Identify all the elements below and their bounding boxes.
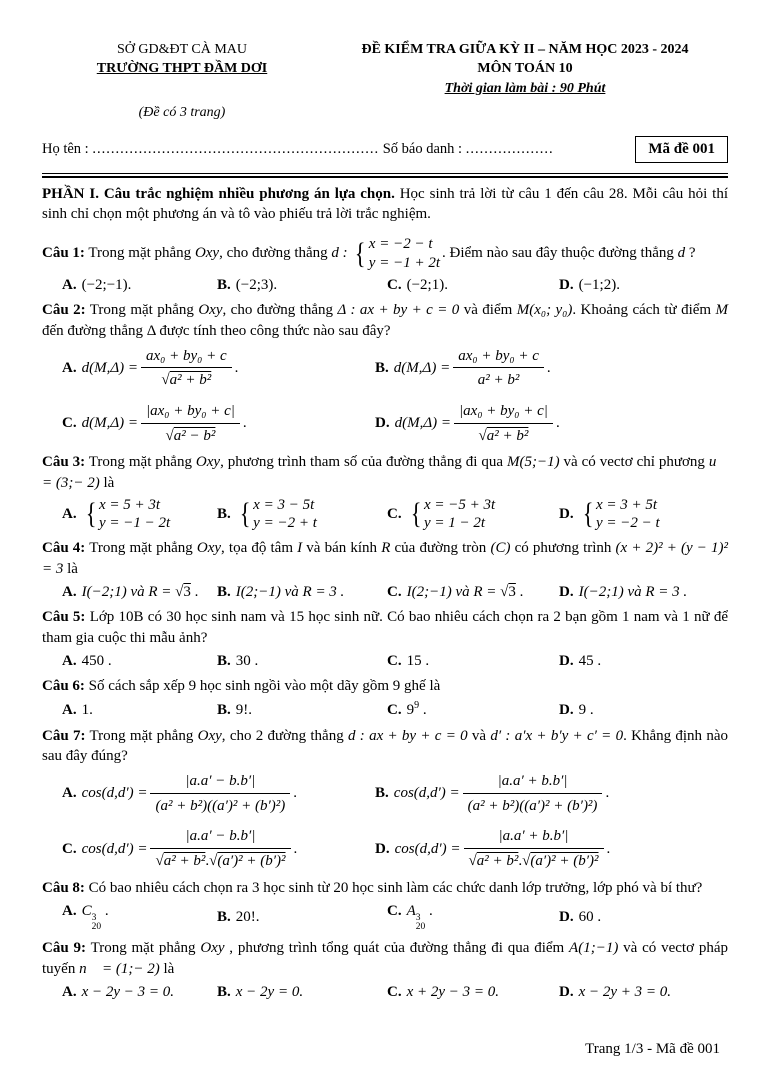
stem-text: . Khẳng định nào sau đây đúng? <box>42 727 728 765</box>
arrangement-base: A <box>406 902 416 919</box>
parametric-system <box>353 235 440 273</box>
equation-line: x = 3 − 5t <box>253 496 315 513</box>
formula-end: . <box>606 840 611 857</box>
option-label: A. <box>62 652 77 669</box>
option-d <box>559 700 728 721</box>
exam-code-box: Mã đề 001 <box>635 136 728 163</box>
question-4 <box>42 538 728 602</box>
question-4-options <box>42 582 728 603</box>
power-exponent: 9 <box>414 700 420 711</box>
math-var: d <box>677 245 686 262</box>
question-number: Câu 9: <box>42 940 86 957</box>
stem-text: Trong mặt phẳng <box>90 940 201 957</box>
page-footer: Trang 1/3 - Mã đề 001 <box>585 1041 720 1058</box>
equation-line: x = −2 − t <box>368 236 433 252</box>
option-label: B. <box>217 505 231 522</box>
math-var: Oxy <box>196 540 222 557</box>
option-label: D. <box>559 583 574 600</box>
formula-end: . <box>234 359 239 376</box>
equation-line: y = −1 + 2t <box>368 254 440 271</box>
stem-text: là <box>159 961 175 978</box>
option-label: C. <box>387 276 402 293</box>
option-label: C. <box>387 652 402 669</box>
radicand: a² + b² <box>163 853 206 870</box>
denominator: a² + b² <box>453 367 544 391</box>
option-d <box>559 982 728 1003</box>
question-1 <box>42 235 728 295</box>
formula-end: . <box>555 415 560 432</box>
question-9-stem <box>42 938 728 979</box>
option-c <box>387 496 559 534</box>
stem-text: , cho đường thẳng <box>222 302 338 319</box>
power-base: 9 <box>406 702 415 718</box>
fraction <box>453 346 544 391</box>
vector-expr: u⃗ = (3;− 2) <box>42 454 729 491</box>
option-text: (−2;3). <box>235 276 278 293</box>
combination-base: C <box>81 902 92 919</box>
numerator: ax₀ + by₀ + c <box>458 347 539 364</box>
question-1-stem <box>42 235 728 273</box>
option-end: . <box>515 583 524 600</box>
option-text: 450 . <box>81 652 112 669</box>
option-text: (−1;2). <box>578 276 620 293</box>
option-label: C. <box>387 583 402 600</box>
sqrt-icon: √ <box>175 583 184 600</box>
math-var: Oxy <box>194 245 220 262</box>
option-b <box>217 700 387 721</box>
sqrt-icon: √ <box>155 853 164 870</box>
stem-text: . Khoảng cách từ điểm <box>572 302 716 319</box>
parametric-system <box>581 496 660 534</box>
denominator: (a² + b²)((a′)² + (b′)²) <box>150 793 290 817</box>
stem-text: của đường tròn <box>390 540 491 557</box>
part1-heading: PHẦN I. Câu trắc nghiệm nhiều phương án lựa chọn. <box>42 185 395 202</box>
denominator <box>464 848 604 872</box>
stem-text: Trong mặt phẳng <box>88 245 195 262</box>
sqrt-icon: √ <box>478 427 487 444</box>
radicand: a² + b² <box>486 427 529 444</box>
formula-prefix: d(M,Δ) = <box>81 359 139 376</box>
radicand: 3 <box>508 583 516 600</box>
question-3-stem <box>42 452 728 493</box>
option-text: x − 2y + 3 = 0. <box>578 983 672 1000</box>
math-expr: (C) <box>490 540 511 557</box>
option-text: I(−2;1) và R = 3 . <box>578 583 688 600</box>
equation-line: x = 5 + 3t <box>99 496 161 513</box>
candidate-number-label: Số báo danh : <box>382 141 463 158</box>
option-c <box>387 651 559 672</box>
option-label: D. <box>559 505 574 522</box>
question-number: Câu 5: <box>42 609 86 626</box>
option-text: 20!. <box>235 908 260 925</box>
numerator: |ax₀ + by₀ + c| <box>459 402 548 419</box>
option-label: A. <box>62 505 77 522</box>
option-b <box>217 982 387 1003</box>
math-var: Δ <box>146 322 156 339</box>
sup-sub-stack <box>416 914 426 934</box>
option-label: A. <box>62 583 77 600</box>
sqrt-icon: √ <box>468 853 477 870</box>
equation-line: y = −2 − t <box>596 515 660 532</box>
option-label: A. <box>62 359 77 376</box>
option-text: 9 . <box>578 701 594 718</box>
question-6-options <box>42 699 728 721</box>
option-label: B. <box>375 359 389 376</box>
stem-text: và <box>467 727 491 744</box>
stem-text: là <box>99 475 115 491</box>
numerator: |a.a′ − b.b′| <box>185 773 256 790</box>
fraction <box>150 826 290 871</box>
question-8-options <box>42 901 728 934</box>
formula-end: . <box>242 415 247 432</box>
stem-text: , cho 2 đường thẳng <box>221 727 348 744</box>
question-3 <box>42 452 728 533</box>
formula-prefix: d(M,Δ) = <box>393 359 451 376</box>
option-label: A. <box>62 276 77 293</box>
option-b <box>375 345 728 392</box>
option-a <box>62 901 217 934</box>
question-number: Câu 6: <box>42 678 85 695</box>
formula-prefix: cos(d,d′) = <box>394 840 461 857</box>
question-5-stem <box>42 607 728 648</box>
math-var: M <box>715 302 728 319</box>
stem-text: Lớp 10B có 30 học sinh nam và 15 học sinh nữ. Có bao nhiêu cách chọn ra 2 bạn gồm 1 nam và 1 nữ để tham gia cuộc thi mẫu ảnh? <box>42 609 729 646</box>
math-expr: M(5;−1) <box>506 454 560 471</box>
stem-text: và có vectơ pháp tuyến <box>42 940 729 978</box>
option-a <box>62 982 217 1003</box>
option-b <box>217 582 387 603</box>
equation-line: y = −1 − 2t <box>99 515 171 532</box>
question-9 <box>42 938 728 1002</box>
math-var: Oxy <box>197 727 222 744</box>
formula-end: . <box>293 785 297 802</box>
stem-text: Trong mặt phẳng <box>88 454 196 471</box>
option-label: C. <box>387 983 402 1000</box>
math-expr: A(1;−1) <box>569 940 619 957</box>
stem-text: , tọa độ tâm <box>221 540 298 557</box>
exam-subject: MÔN TOÁN 10 <box>477 61 573 77</box>
option-c <box>387 982 559 1003</box>
stem-text: ? <box>685 245 696 262</box>
denominator: (a² + b²)((a′)² + (b′)²) <box>463 793 603 817</box>
stem-text: là <box>63 560 78 577</box>
header-right-block <box>322 40 728 122</box>
option-label: D. <box>559 701 574 718</box>
part1-instructions: Học sinh trả lời từ câu 1 đến câu 28. Mỗi câu hỏi thí sinh chỉ chọn một phương án và tô vào phiếu trả lời trắc nghiệm. <box>42 185 728 223</box>
multiply-dot: . <box>205 853 210 870</box>
option-label: C. <box>62 840 77 857</box>
radicand: (a′)² + (b′)² <box>530 853 599 870</box>
stem-text: Số cách sắp xếp 9 học sinh ngồi vào một dãy gồm 9 ghế là <box>88 678 441 695</box>
subscript: 20 <box>91 922 102 933</box>
option-a <box>62 496 217 534</box>
question-number: Câu 4: <box>42 540 86 557</box>
question-7-options <box>42 770 728 873</box>
option-text: x − 2y = 0. <box>235 983 304 1000</box>
radicand: a² − b² <box>173 427 216 444</box>
question-2 <box>42 300 728 447</box>
math-expr: d : ax + by + c = 0 <box>348 727 468 744</box>
sup-sub-stack <box>92 914 102 934</box>
part1-intro <box>42 184 728 225</box>
option-end: . <box>190 583 199 600</box>
formula-end: . <box>546 359 551 376</box>
option-a <box>62 651 217 672</box>
sqrt-icon: √ <box>165 427 174 444</box>
subscript: 20 <box>415 922 426 933</box>
option-d <box>375 825 728 872</box>
stem-text: Trong mặt phẳng <box>89 727 198 744</box>
option-c <box>62 825 375 872</box>
fraction <box>150 771 290 816</box>
option-text: 9!. <box>235 701 253 718</box>
option-text: 15 . <box>406 652 430 669</box>
parametric-system <box>84 496 171 534</box>
vector-expr: n⃗ = (1;− 2) <box>79 961 160 978</box>
question-4-stem <box>42 538 728 579</box>
option-label: B. <box>217 908 231 925</box>
name-label: Họ tên : <box>42 141 89 158</box>
option-b <box>217 275 387 296</box>
question-number: Câu 2: <box>42 302 86 319</box>
option-text: (−2;−1). <box>81 276 132 293</box>
parametric-system <box>238 496 317 534</box>
denominator <box>141 423 240 447</box>
option-a <box>62 700 217 721</box>
question-number: Câu 3: <box>42 454 86 471</box>
option-label: D. <box>559 983 574 1000</box>
option-text: x − 2y − 3 = 0. <box>81 983 175 1000</box>
question-3-options <box>42 496 728 534</box>
numerator: |ax₀ + by₀ + c| <box>146 402 235 419</box>
exam-duration: Thời gian làm bài : 90 Phút <box>444 80 606 96</box>
formula-prefix: cos(d,d′) = <box>393 785 460 802</box>
option-d <box>559 275 728 296</box>
fraction <box>141 401 240 446</box>
option-label: B. <box>217 983 231 1000</box>
option-label: B. <box>375 785 389 802</box>
option-label: B. <box>217 652 231 669</box>
sqrt-icon: √ <box>161 372 170 389</box>
option-text: (−2;1). <box>406 276 448 293</box>
radicand: a² + b² <box>169 372 212 389</box>
fraction <box>464 826 604 871</box>
option-end: . <box>419 702 427 718</box>
formula-prefix: cos(d,d′) = <box>81 840 148 857</box>
option-d <box>559 651 728 672</box>
stem-text: Trong mặt phẳng <box>89 540 197 557</box>
math-var: I <box>297 540 303 557</box>
option-label: D. <box>559 908 574 925</box>
stem-text: Trong mặt phẳng <box>89 302 199 319</box>
equation-line: y = 1 − 2t <box>424 515 486 532</box>
numerator: |a.a′ − b.b′| <box>185 828 256 845</box>
radicand: a² + b² <box>476 853 519 870</box>
denominator <box>150 848 290 872</box>
radicand: 3 <box>183 583 191 600</box>
option-label: A. <box>62 701 77 718</box>
numerator: |a.a′ + b.b′| <box>497 773 568 790</box>
denominator <box>141 367 232 391</box>
option-a <box>62 345 375 392</box>
question-5-options <box>42 651 728 672</box>
question-number: Câu 1: <box>42 245 85 262</box>
formula-prefix: d(M,Δ) = <box>81 415 139 432</box>
math-var: Oxy <box>195 454 221 471</box>
math-var: Oxy <box>200 940 225 957</box>
question-7 <box>42 726 728 873</box>
option-label: C. <box>387 702 402 718</box>
option-label: D. <box>559 652 574 669</box>
option-text: I(2;−1) và R = <box>406 583 501 600</box>
option-d <box>559 907 728 928</box>
header-left-block <box>42 40 322 122</box>
question-8 <box>42 878 728 934</box>
option-c <box>387 901 559 934</box>
question-2-options <box>42 345 728 448</box>
stem-text: đến đường thẳng <box>42 322 147 339</box>
sqrt-icon: √ <box>209 853 218 870</box>
question-number: Câu 7: <box>42 727 86 744</box>
option-d <box>559 582 728 603</box>
math-var: Oxy <box>198 302 223 319</box>
option-text: 30 . <box>235 652 259 669</box>
question-2-stem <box>42 300 728 341</box>
math-expr: M(x₀; y₀) <box>516 302 573 319</box>
question-8-stem <box>42 878 728 899</box>
left-brace-symbol: { <box>355 236 366 270</box>
school-name: TRƯỜNG THPT ĐẦM DƠI <box>96 61 268 77</box>
fraction <box>463 771 603 816</box>
equation-line: x = 3 + 5t <box>596 496 658 513</box>
candidate-info-row <box>42 136 728 163</box>
option-text: 45 . <box>578 652 602 669</box>
stem-text: và bán kính <box>302 540 382 557</box>
stem-text: Có bao nhiêu cách chọn ra 3 học sinh từ 20 học sinh làm các chức danh lớp trưởng, lớp phó và bí thư? <box>88 879 703 896</box>
pages-note: (Đề có 3 trang) <box>138 104 226 120</box>
option-c <box>387 582 559 603</box>
option-text: 1. <box>81 701 93 718</box>
option-b <box>217 496 387 534</box>
formula-prefix: d(M,Δ) = <box>394 415 452 432</box>
stem-text: và có vectơ chỉ phương <box>559 454 709 471</box>
option-label: D. <box>559 276 574 293</box>
stem-text: , phương trình tham số của đường thẳng đi qua <box>220 454 507 471</box>
option-label: D. <box>375 840 390 857</box>
question-number: Câu 8: <box>42 879 85 896</box>
option-label: C. <box>62 415 77 432</box>
option-label: B. <box>217 583 231 600</box>
option-d <box>375 400 728 447</box>
option-d <box>559 496 728 534</box>
option-end: . <box>101 902 109 919</box>
name-blank-line: .............................................................. <box>92 141 380 158</box>
option-c <box>387 699 559 721</box>
candidate-number-blank: ................... <box>465 141 554 158</box>
option-end: . <box>425 902 433 919</box>
question-9-options <box>42 982 728 1003</box>
option-label: C. <box>387 902 402 919</box>
superscript: 3 <box>91 912 97 923</box>
option-text: I(−2;1) và R = <box>81 583 176 600</box>
stem-text: và điểm <box>459 302 517 319</box>
stem-text: . Điểm nào sau đây thuộc đường thẳng <box>442 245 678 262</box>
math-expr: Δ : ax + by + c = 0 <box>337 302 460 319</box>
fraction <box>454 401 553 446</box>
numerator: |a.a′ + b.b′| <box>498 828 569 845</box>
left-brace-symbol: { <box>410 497 422 531</box>
question-7-stem <box>42 726 728 767</box>
option-label: C. <box>387 505 402 522</box>
equation-line: x = −5 + 3t <box>424 496 496 513</box>
parametric-system <box>409 496 496 534</box>
radicand: (a′)² + (b′)² <box>217 853 286 870</box>
numerator: ax₀ + by₀ + c <box>146 347 227 364</box>
option-b <box>217 651 387 672</box>
equation-line: y = −2 + t <box>253 515 317 532</box>
stem-text: , phương trình tổng quát của đường thẳng đi qua điểm <box>224 940 570 957</box>
math-var: R <box>381 540 391 557</box>
sqrt-icon: √ <box>522 853 531 870</box>
left-brace-symbol: { <box>239 497 251 531</box>
option-a <box>62 582 217 603</box>
option-label: B. <box>217 701 231 718</box>
left-brace-symbol: { <box>85 497 97 531</box>
option-label: A. <box>62 785 77 802</box>
header-divider <box>42 173 728 178</box>
option-a <box>62 770 375 817</box>
question-1-options <box>42 275 728 296</box>
sqrt-icon: √ <box>500 583 509 600</box>
option-c <box>62 400 375 447</box>
option-c <box>387 275 559 296</box>
stem-text: , cho đường thẳng <box>219 245 332 262</box>
multiply-dot: . <box>518 853 523 870</box>
formula-end: . <box>293 840 298 857</box>
question-6 <box>42 676 728 720</box>
option-b <box>217 907 387 928</box>
department-name: SỞ GD&ĐT CÀ MAU <box>116 42 248 57</box>
option-label: D. <box>375 415 390 432</box>
option-a <box>62 275 217 296</box>
option-b <box>375 770 728 817</box>
option-text: 60 . <box>578 908 602 925</box>
question-6-stem <box>42 676 728 697</box>
page-header <box>42 40 728 122</box>
option-text: x + 2y − 3 = 0. <box>406 983 500 1000</box>
math-expr: (x + 2)² + (y − 1)² = 3 <box>42 540 729 577</box>
option-label: A. <box>62 902 77 919</box>
math-var: d : <box>331 245 348 262</box>
left-brace-symbol: { <box>582 497 594 531</box>
option-label: A. <box>62 983 77 1000</box>
fraction <box>141 346 232 391</box>
question-5 <box>42 607 728 671</box>
superscript: 3 <box>415 912 421 923</box>
option-label: B. <box>217 276 231 293</box>
exam-title: ĐỀ KIỂM TRA GIỮA KỲ II – NĂM HỌC 2023 - 2024 <box>361 42 689 57</box>
denominator <box>454 423 553 447</box>
option-text: I(2;−1) và R = 3 . <box>235 583 345 600</box>
formula-end: . <box>605 785 610 802</box>
formula-prefix: cos(d,d′) = <box>81 785 148 802</box>
stem-text: có phương trình <box>510 540 616 557</box>
math-expr: d′ : a′x + b′y + c′ = 0 <box>490 727 624 744</box>
stem-text: được tính theo công thức nào sau đây? <box>155 322 391 339</box>
